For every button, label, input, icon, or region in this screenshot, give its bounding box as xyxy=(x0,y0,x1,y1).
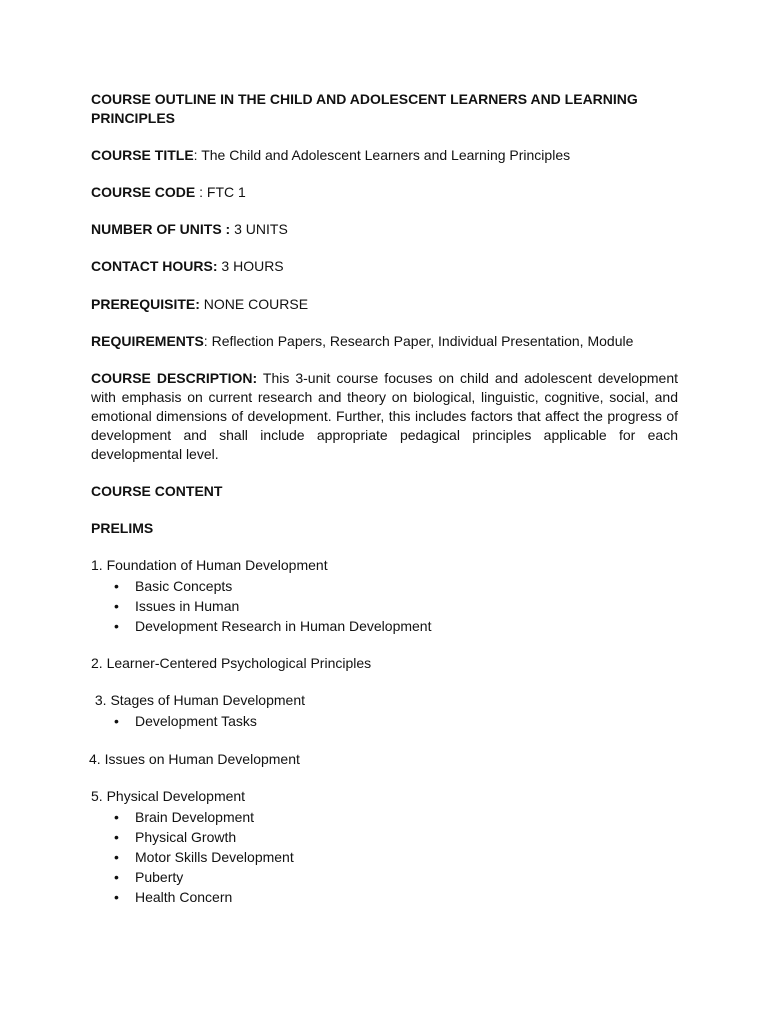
topic-title: 1. Foundation of Human Development xyxy=(91,557,328,573)
list-item xyxy=(91,616,678,636)
field-contact-hours xyxy=(91,257,678,276)
field-requirements xyxy=(91,332,678,351)
field-separator: : xyxy=(193,147,202,163)
topic-3 xyxy=(91,691,678,731)
field-number-of-units xyxy=(91,220,678,239)
bullet-icon: • xyxy=(114,713,119,729)
topic-title: 5. Physical Development xyxy=(91,788,246,804)
list-item-label: Puberty xyxy=(135,869,184,885)
bullet-icon: • xyxy=(114,618,119,634)
topic-title: 3. Stages of Human Development xyxy=(91,692,306,708)
list-item xyxy=(91,827,678,847)
bullet-list xyxy=(91,807,678,907)
field-label: PREREQUISITE: xyxy=(91,296,200,312)
list-item xyxy=(91,847,678,867)
topic-1 xyxy=(91,556,678,636)
list-item-label: Brain Development xyxy=(135,809,255,825)
field-label: REQUIREMENTS xyxy=(91,333,204,349)
list-item-label: Basic Concepts xyxy=(135,578,233,594)
description-text: This 3-unit course focuses on child and adolescent development with emphasis on current research and theory on biological, linguistic, cognitive, social, and emotional dimensions of development. Further, this includes factors that affect the progress of development and shall include appropriate pedagical principles applicable for each developmental level. xyxy=(91,370,678,462)
field-value: 3 UNITS xyxy=(234,221,288,237)
list-item xyxy=(91,887,678,907)
list-item-label: Health Concern xyxy=(135,889,233,905)
description-label: COURSE DESCRIPTION: xyxy=(91,370,258,386)
list-item-label: Development Tasks xyxy=(135,713,257,729)
bullet-icon: • xyxy=(114,869,119,885)
field-value: The Child and Adolescent Learners and Learning Principles xyxy=(201,147,571,163)
field-value: Reflection Papers, Research Paper, Individual Presentation, Module xyxy=(211,333,634,349)
field-value: NONE COURSE xyxy=(203,296,309,312)
bullet-icon: • xyxy=(114,598,119,614)
field-label: COURSE TITLE xyxy=(91,147,194,163)
bullet-icon: • xyxy=(114,889,119,905)
course-content-heading: COURSE CONTENT xyxy=(91,483,223,499)
field-course-code xyxy=(91,183,678,202)
bullet-icon: • xyxy=(114,578,119,594)
field-course-title xyxy=(91,146,678,165)
topic-4 xyxy=(89,750,678,769)
list-item xyxy=(91,711,678,731)
topic-5 xyxy=(91,787,678,907)
bullet-list xyxy=(91,576,678,636)
bullet-icon: • xyxy=(114,829,119,845)
list-item xyxy=(91,596,678,616)
document-title: COURSE OUTLINE IN THE CHILD AND ADOLESCENT LEARNERS AND LEARNING PRINCIPLES xyxy=(91,91,638,126)
field-value: FTC 1 xyxy=(206,184,246,200)
list-item xyxy=(91,867,678,887)
field-separator: : xyxy=(195,184,207,200)
field-value: 3 HOURS xyxy=(221,258,284,274)
bullet-list xyxy=(91,711,678,731)
prelims-heading: PRELIMS xyxy=(91,520,154,536)
field-label: COURSE CODE xyxy=(91,184,196,200)
list-item-label: Issues in Human xyxy=(135,598,240,614)
list-item-label: Development Research in Human Development xyxy=(135,618,432,634)
list-item-label: Physical Growth xyxy=(135,829,237,845)
bullet-icon: • xyxy=(114,849,119,865)
list-item xyxy=(91,807,678,827)
field-label: NUMBER OF UNITS : xyxy=(91,221,235,237)
document-page xyxy=(91,90,678,907)
topic-title: 2. Learner-Centered Psychological Principles xyxy=(91,655,372,671)
topic-title: 4. Issues on Human Development xyxy=(89,751,300,767)
field-label: CONTACT HOURS: xyxy=(91,258,218,274)
topic-2 xyxy=(91,654,678,673)
field-separator: : xyxy=(203,333,212,349)
list-item xyxy=(91,576,678,596)
course-description xyxy=(91,369,678,464)
list-item-label: Motor Skills Development xyxy=(135,849,294,865)
field-prerequisite xyxy=(91,295,678,314)
bullet-icon: • xyxy=(114,809,119,825)
